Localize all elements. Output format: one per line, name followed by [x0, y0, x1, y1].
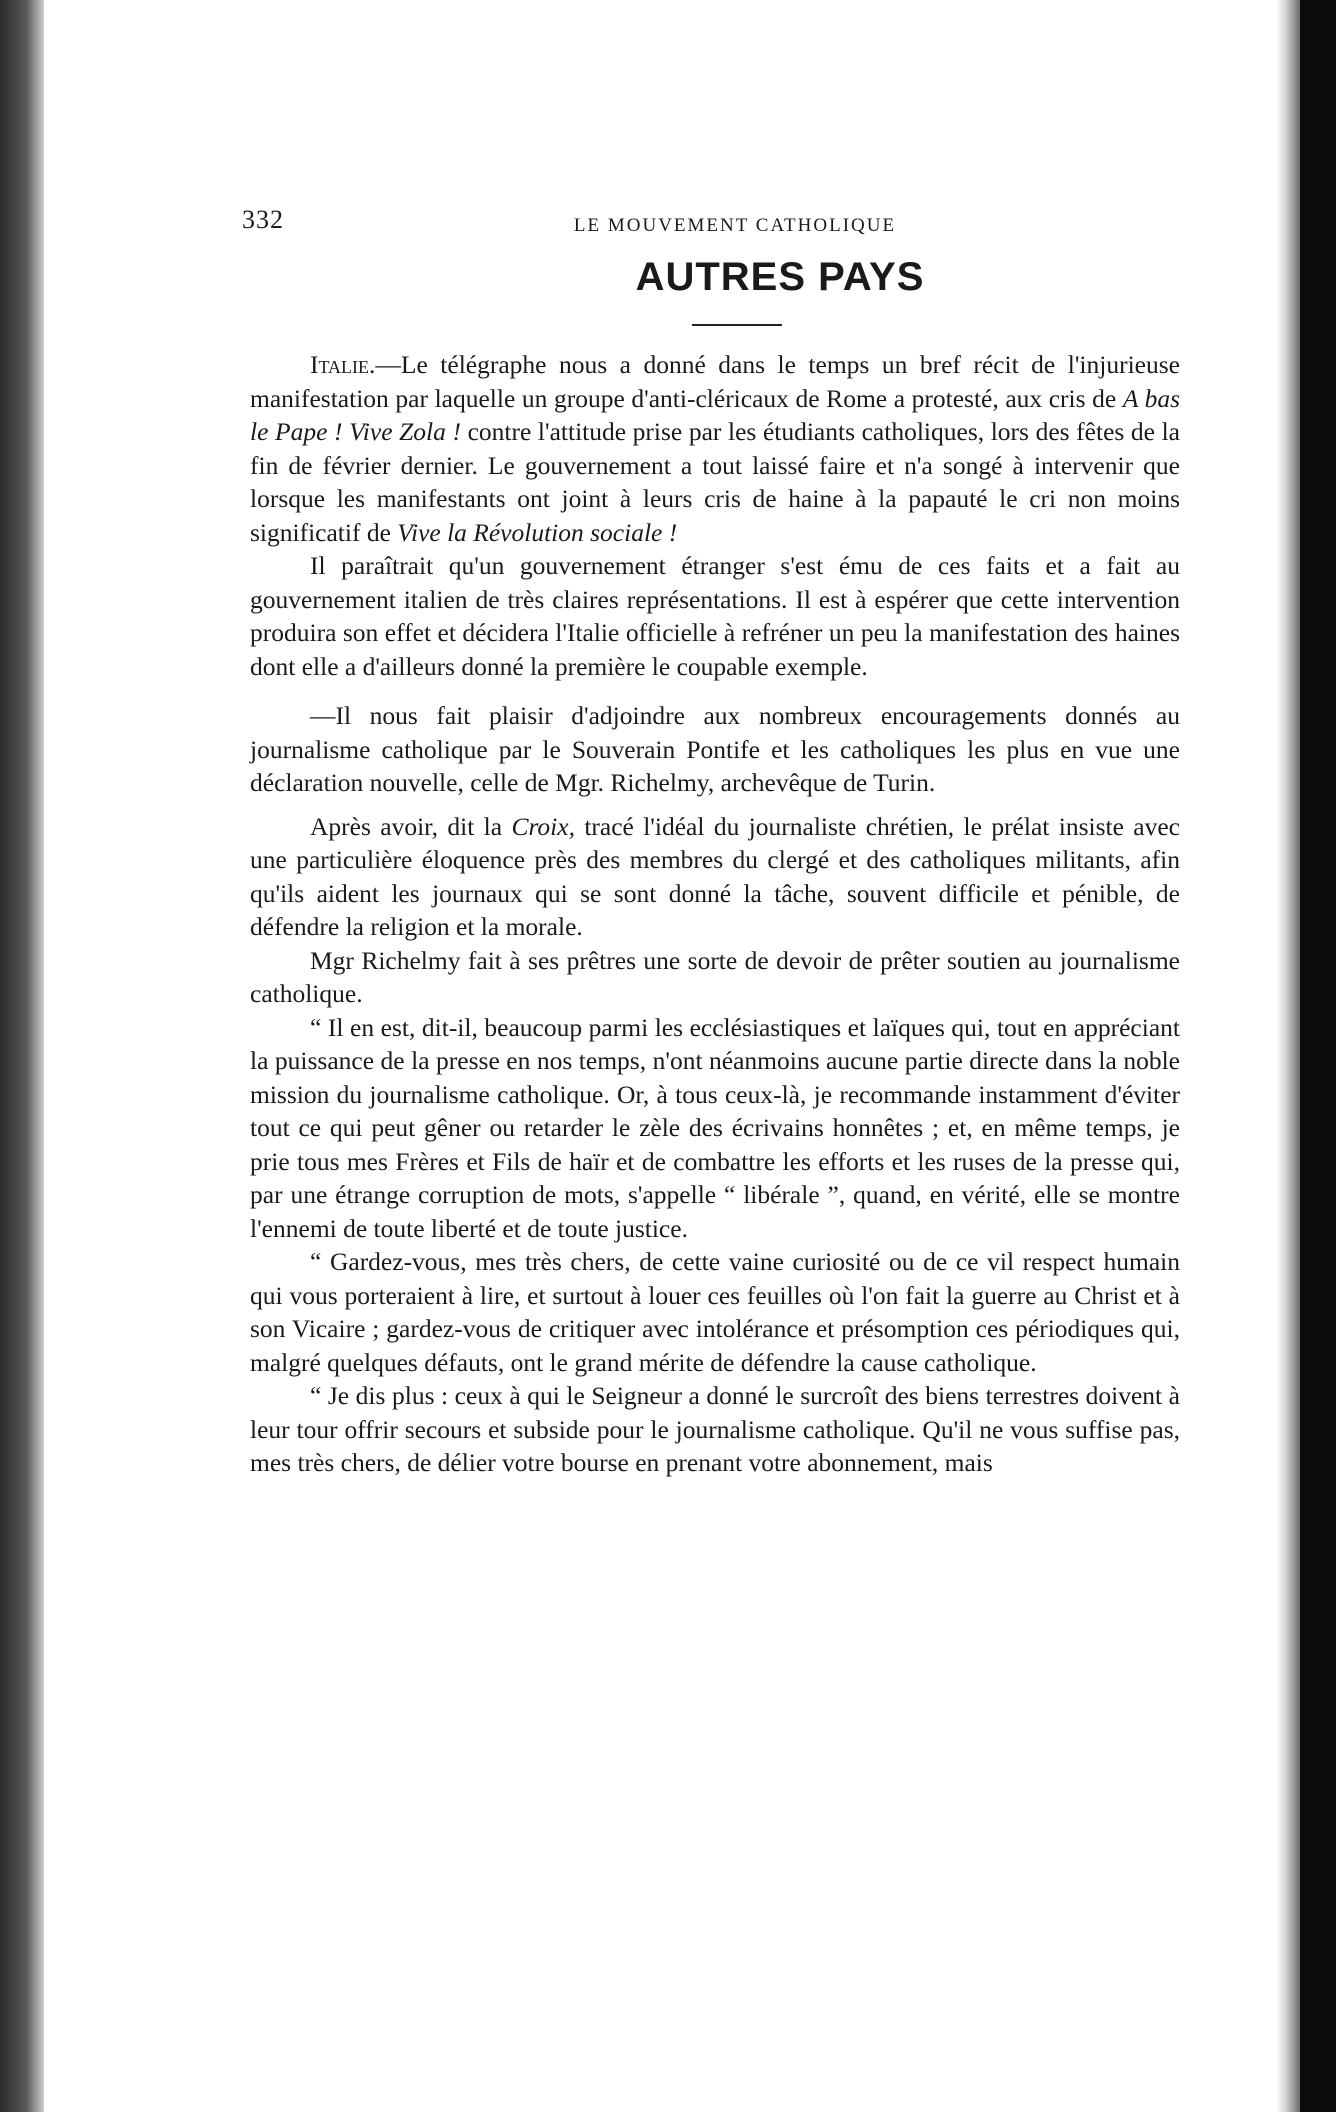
body-text	[250, 348, 1180, 1480]
paragraph: “ Je dis plus : ceux à qui le Seigneur a donné le surcroît des biens terrestres doivent à leur tour offrir secours et subside pour le journalisme catholique. Qu'il ne vous suffise pas, mes très chers, de délier votre bourse en prenant votre abonnement, mais	[250, 1381, 1180, 1477]
page-number: 332	[242, 205, 284, 234]
book-page	[242, 195, 1180, 1480]
paragraph: “ Gardez-vous, mes très chers, de cette vaine curiosité ou de ce vil respect humain qui vous porteraient à lire, et surtout à louer ces feuilles où l'on fait la guerre au Christ et à son Vicaire ; gardez-vous de critiquer avec intolérance et présomption ces périodiques qui, malgré quelques défauts, ont le grand mérite de défendre la cause catholique.	[250, 1247, 1180, 1377]
scan-right-border	[1300, 0, 1336, 2112]
scan-right-shadow	[1276, 0, 1300, 2112]
paragraph-text: Après avoir, dit la	[310, 811, 512, 841]
running-head	[242, 195, 1180, 236]
paragraph-text: —Le télégraphe nous a donné dans le temps un bref récit de l'injurieuse manifestation par laquelle un groupe d'anti-cléricaux de Rome a protesté, aux cris de	[250, 350, 1180, 413]
scan-left-margin	[0, 0, 44, 2112]
paragraph-text: tracé l'idéal du journaliste chrétien, le prélat insiste avec une particulière éloquence près des membres du clergé et des catholiques militants, afin qu'ils aident les journaux qui se sont donné la tâche, souvent difficile et pénible, de défendre la religion et la morale.	[250, 811, 1180, 941]
italic-quote: Vive la Révolution sociale !	[397, 517, 678, 547]
paragraph	[250, 810, 1180, 944]
paragraph: Il paraîtrait qu'un gouvernement étranger s'est ému de ces faits et a fait au gouvernement italien de très claires représentations. Il est à espérer que cette intervention produira son effet et décidera l'Italie officielle à refréner un peu la manifestation des haines dont elle a d'ailleurs donné la première le coupable exemple.	[250, 551, 1180, 681]
paragraph: —Il nous fait plaisir d'adjoindre aux nombreux encouragements donnés au journalisme catholique par le Souverain Pontife et les catholiques les plus en vue une déclaration nouvelle, celle de Mgr. Richelmy, archevêque de Turin.	[250, 701, 1180, 797]
heading-rule	[692, 324, 782, 326]
paragraph-italie	[250, 348, 1180, 549]
section-heading: AUTRES PAYS	[635, 255, 925, 299]
paragraph-text: contre l'attitude prise par les étudiants catholiques, lors des fêtes de la fin de février dernier. Le gouvernement a tout laissé faire et n'a songé à intervenir que lorsque les manifestants ont joint à leurs cris de haine à la papauté le cri non moins significatif de	[250, 417, 1180, 547]
paragraph: “ Il en est, dit-il, beaucoup parmi les ecclésiastiques et laïques qui, tout en appréciant la puissance de la presse en nos temps, n'ont néanmoins aucune partie directe dans la noble mission du journalisme catholique. Or, à tous ceux-là, je recommande instamment d'éviter tout ce qui peut gêner ou retarder le zèle des écrivains honnêtes ; et, en même temps, je prie tous mes Frères et Fils de haïr et de combattre les efforts et les ruses de la presse qui, par une étrange corruption de mots, s'appelle “ libérale ”, quand, en vérité, elle se montre l'ennemi de toute liberté et de toute justice.	[250, 1012, 1180, 1243]
italic-quote: A bas le Pape ! Vive Zola !	[250, 383, 1180, 446]
paragraph: Mgr Richelmy fait à ses prêtres une sorte de devoir de prêter soutien au journalisme catholique.	[250, 945, 1180, 1008]
running-title: LE MOUVEMENT CATHOLIQUE	[573, 215, 897, 236]
paragraph-lead: Italie.	[310, 350, 376, 379]
italic-source: Croix,	[511, 811, 575, 841]
